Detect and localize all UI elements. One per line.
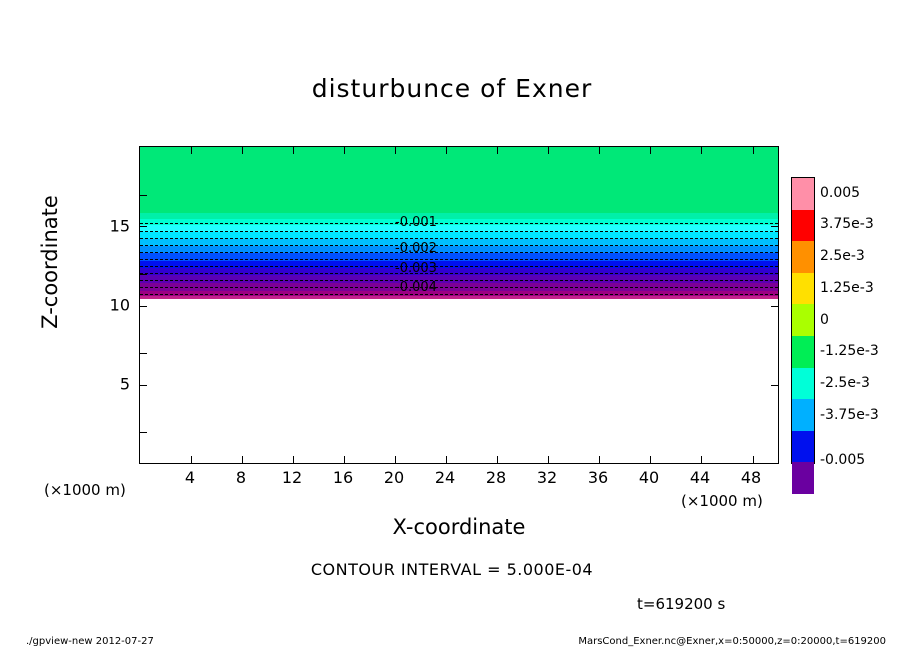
contour-line-4 bbox=[140, 245, 778, 246]
y-tick-left bbox=[140, 353, 147, 354]
x-tick-top bbox=[242, 147, 243, 154]
contour-line-3 bbox=[140, 238, 778, 239]
contour-line-5 bbox=[140, 252, 778, 253]
x-tick-top bbox=[548, 147, 549, 154]
contour-line-9 bbox=[140, 280, 778, 281]
colorbar-cell bbox=[792, 210, 814, 242]
x-tick-label: 16 bbox=[332, 468, 354, 487]
colorbar-cell bbox=[792, 273, 814, 305]
x-tick-top bbox=[344, 147, 345, 154]
x-tick-top bbox=[191, 147, 192, 154]
colorbar-cell bbox=[792, 241, 814, 273]
contour-line-8 bbox=[140, 273, 778, 274]
x-tick-label: 20 bbox=[383, 468, 405, 487]
colorbar-cell bbox=[792, 304, 814, 336]
x-tick-top bbox=[599, 147, 600, 154]
y-tick-left bbox=[140, 274, 147, 275]
x-tick-label: 32 bbox=[536, 468, 558, 487]
colorbar-cell bbox=[792, 399, 814, 431]
x-tick-bottom bbox=[191, 456, 192, 463]
x-tick-label: 12 bbox=[281, 468, 303, 487]
time-label: t=619200 s bbox=[637, 595, 726, 613]
x-tick-bottom bbox=[650, 456, 651, 463]
colorbar bbox=[791, 177, 815, 464]
x-tick-bottom bbox=[599, 456, 600, 463]
y-axis-unit: (×1000 m) bbox=[44, 481, 126, 499]
contour-label-3: -0.004 bbox=[395, 280, 437, 295]
contour-line-10 bbox=[140, 287, 778, 288]
colorbar-label: -0.005 bbox=[820, 452, 866, 468]
contour-line-2 bbox=[140, 231, 778, 232]
x-tick-label: 28 bbox=[485, 468, 507, 487]
colorbar-label: 0 bbox=[820, 312, 829, 328]
footer-left: ./gpview-new 2012-07-27 bbox=[26, 636, 154, 647]
x-tick-top bbox=[446, 147, 447, 154]
x-tick-bottom bbox=[497, 456, 498, 463]
y-tick-left bbox=[140, 195, 147, 196]
x-tick-label: 4 bbox=[184, 468, 196, 487]
footer-right: MarsCond_Exner.nc@Exner,x=0:50000,z=0:20000,t=619200 bbox=[578, 636, 886, 647]
x-tick-top bbox=[497, 147, 498, 154]
y-tick-label: 10 bbox=[109, 295, 130, 315]
x-tick-label: 40 bbox=[638, 468, 660, 487]
x-tick-top bbox=[395, 147, 396, 154]
contour-label-2: -0.003 bbox=[395, 261, 437, 276]
x-tick-label: 48 bbox=[740, 468, 762, 487]
x-tick-bottom bbox=[293, 456, 294, 463]
contour-line-1 bbox=[140, 223, 778, 224]
colorbar-label: 1.25e-3 bbox=[820, 280, 874, 296]
x-axis-unit: (×1000 m) bbox=[681, 492, 763, 510]
x-tick-top bbox=[753, 147, 754, 154]
x-tick-top bbox=[650, 147, 651, 154]
contour-line-7 bbox=[140, 266, 778, 267]
plot-area bbox=[139, 146, 779, 464]
colorbar-label: 3.75e-3 bbox=[820, 216, 874, 232]
x-tick-top bbox=[701, 147, 702, 154]
x-tick-bottom bbox=[395, 456, 396, 463]
colorbar-label: -2.5e-3 bbox=[820, 375, 870, 391]
x-tick-top bbox=[293, 147, 294, 154]
x-axis-title: X-coordinate bbox=[392, 515, 526, 539]
contour-label-0: -0.001 bbox=[395, 215, 437, 230]
y-tick-right bbox=[771, 385, 778, 386]
x-tick-label: 44 bbox=[689, 468, 711, 487]
x-tick-bottom bbox=[344, 456, 345, 463]
y-axis-title: Z-coordinate bbox=[38, 195, 62, 329]
x-tick-bottom bbox=[753, 456, 754, 463]
y-tick-right bbox=[771, 306, 778, 307]
colorbar-label: -3.75e-3 bbox=[820, 407, 879, 423]
x-tick-bottom bbox=[548, 456, 549, 463]
colorbar-label: -1.25e-3 bbox=[820, 343, 879, 359]
x-tick-label: 24 bbox=[434, 468, 456, 487]
y-tick-label: 5 bbox=[119, 374, 130, 394]
contour-interval-label: CONTOUR INTERVAL = 5.000E-04 bbox=[310, 560, 594, 579]
colorbar-label: 0.005 bbox=[820, 185, 861, 201]
colorbar-cell bbox=[792, 178, 814, 210]
colorbar-cell bbox=[792, 431, 814, 463]
x-tick-bottom bbox=[701, 456, 702, 463]
colorbar-cell bbox=[792, 462, 814, 494]
contour-line-11 bbox=[140, 294, 778, 295]
contour-line-6 bbox=[140, 259, 778, 260]
x-tick-bottom bbox=[242, 456, 243, 463]
x-tick-bottom bbox=[446, 456, 447, 463]
contour-label-1: -0.002 bbox=[395, 241, 437, 256]
y-tick-left bbox=[140, 306, 147, 307]
page-title: disturbunce of Exner bbox=[311, 74, 593, 103]
colorbar-cell bbox=[792, 336, 814, 368]
y-tick-label: 15 bbox=[109, 216, 130, 236]
y-tick-left bbox=[140, 385, 147, 386]
x-tick-label: 36 bbox=[587, 468, 609, 487]
y-tick-left bbox=[140, 432, 147, 433]
x-tick-label: 8 bbox=[235, 468, 247, 487]
y-tick-left bbox=[140, 226, 147, 227]
colorbar-cell bbox=[792, 368, 814, 400]
y-tick-right bbox=[771, 226, 778, 227]
colorbar-label: 2.5e-3 bbox=[820, 248, 865, 264]
